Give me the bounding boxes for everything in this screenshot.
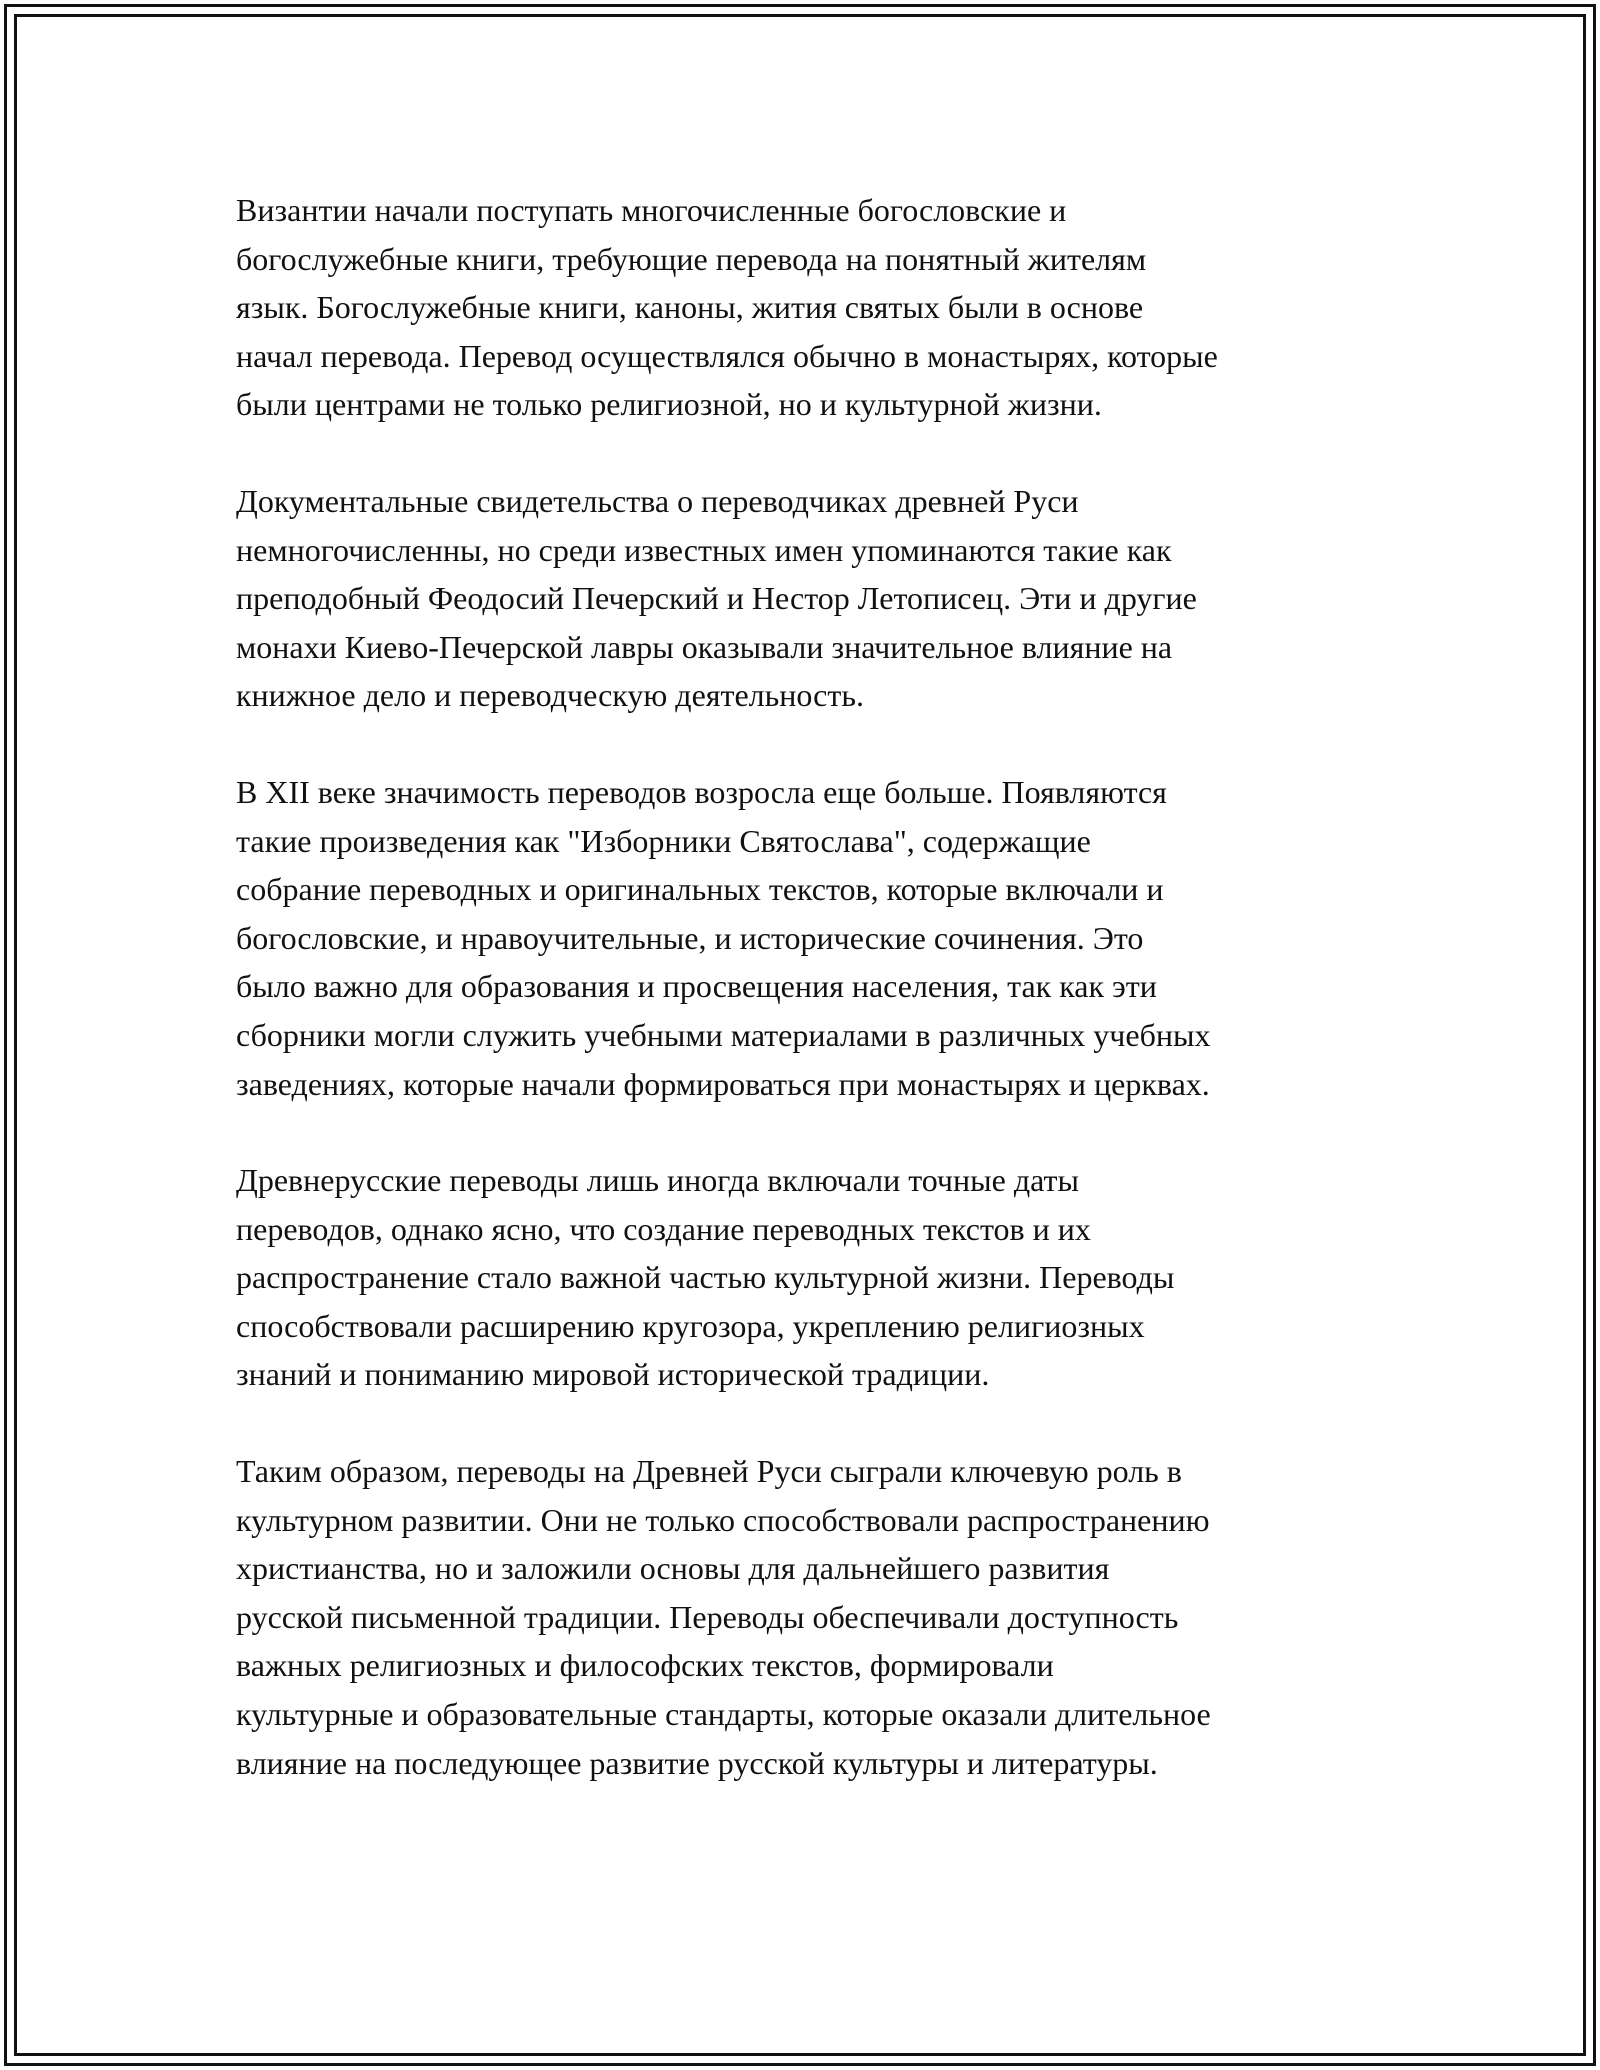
text-line: влияние на последующее развитие русской культуры и литературы. xyxy=(236,1744,1158,1781)
text-line: христианства, но и заложили основы для дальнейшего развития xyxy=(236,1550,1110,1587)
document-body xyxy=(236,186,1386,1835)
text-line: заведениях, которые начали формироваться при монастырях и церквах. xyxy=(236,1065,1210,1102)
paragraph-twelfth-century xyxy=(236,768,1386,1108)
text-line: начал перевода. Перевод осуществлялся обычно в монастырях, которые xyxy=(236,337,1218,374)
text-line: преподобный Феодосий Печерский и Нестор Летописец. Эти и другие xyxy=(236,580,1197,617)
paragraph-conclusion xyxy=(236,1447,1386,1787)
text-line: переводов, однако ясно, что создание переводных текстов и их xyxy=(236,1210,1091,1247)
paragraph-translation-dates xyxy=(236,1156,1386,1399)
text-line: Документальные свидетельства о переводчиках древней Руси xyxy=(236,482,1079,519)
text-line: сборники могли служить учебными материалами в различных учебных xyxy=(236,1016,1211,1053)
text-line: богословские, и нравоучительные, и исторические сочинения. Это xyxy=(236,919,1144,956)
text-line: знаний и пониманию мировой исторической традиции. xyxy=(236,1356,990,1393)
text-line: русской письменной традиции. Переводы обеспечивали доступность xyxy=(236,1598,1179,1635)
text-line: Византии начали поступать многочисленные богословские и xyxy=(236,192,1067,228)
text-line: язык. Богослужебные книги, каноны, жития святых были в основе xyxy=(236,289,1144,326)
text-line: важных религиозных и философских текстов, формировали xyxy=(236,1647,1054,1684)
text-line: культурные и образовательные стандарты, которые оказали длительное xyxy=(236,1696,1211,1733)
text-line: способствовали расширению кругозора, укреплению религиозных xyxy=(236,1307,1145,1344)
text-line: Древнерусские переводы лишь иногда включали точные даты xyxy=(236,1162,1079,1199)
text-line: такие произведения как "Изборники Святослава", содержащие xyxy=(236,822,1091,859)
text-line: немногочисленны, но среди известных имен упоминаются такие как xyxy=(236,531,1172,568)
text-line: культурном развитии. Они не только способствовали распространению xyxy=(236,1501,1210,1538)
text-line: было важно для образования и просвещения населения, так как эти xyxy=(236,968,1157,1005)
text-line: монахи Киево-Печерской лавры оказывали значительное влияние на xyxy=(236,628,1173,665)
text-line: были центрами не только религиозной, но и культурной жизни. xyxy=(236,386,1102,423)
text-line: книжное дело и переводческую деятельность. xyxy=(236,677,864,714)
text-line: распространение стало важной частью культурной жизни. Переводы xyxy=(236,1259,1175,1296)
paragraph-translators xyxy=(236,477,1386,720)
text-line: собрание переводных и оригинальных текстов, которые включали и xyxy=(236,871,1164,908)
text-line: В XII веке значимость переводов возросла еще больше. Появляются xyxy=(236,773,1167,810)
paragraph-byzantine-books xyxy=(236,186,1386,429)
text-line: богослужебные книги, требующие перевода на понятный жителям xyxy=(236,240,1147,277)
text-line: Таким образом, переводы на Древней Руси сыграли ключевую роль в xyxy=(236,1453,1182,1490)
